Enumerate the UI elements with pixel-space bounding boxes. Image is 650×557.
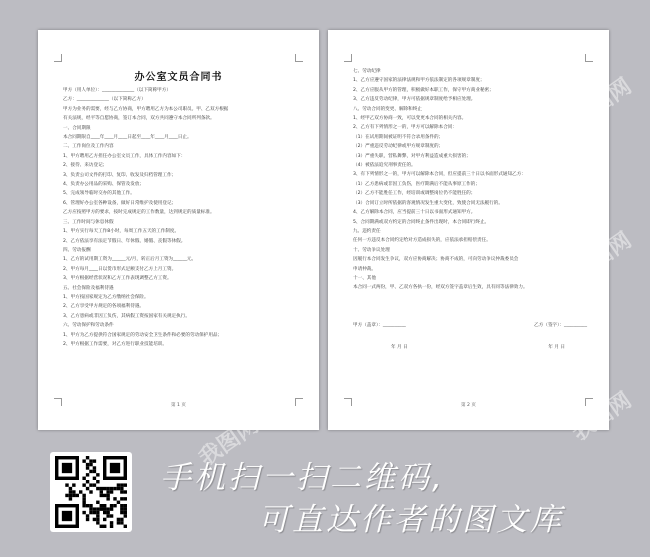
crop-mark [295,54,303,62]
text-line: 2、乙方享受甲方规定的各项福利待遇。 [63,304,145,310]
text-line: 1、乙方的试用期工资为______元/月，转正后月工资为______元。 [63,257,197,263]
qr-module [96,501,99,504]
qr-module [82,483,85,486]
watermark: 我图网 [567,387,637,447]
qr-module [82,504,85,507]
qr-module [110,525,113,528]
qr-module [93,466,96,469]
watermark: 我图网 [194,412,264,472]
qr-module [96,473,99,476]
party-b-date: 年 月 日 [548,345,565,350]
qr-module [120,487,123,490]
qr-module [117,501,120,504]
text-line: 六、劳动保护和劳动条件 [63,323,114,329]
qr-module [69,497,72,500]
text-line: （2）严重违反劳动纪律或甲方规章制度的； [353,144,444,150]
text-line: （1）乙方患病或非因工负伤，医疗期满后不能从事原工作的； [353,181,480,187]
qr-module [120,497,123,500]
text-line: 甲方为业务的需要，经与乙方协商，甲方聘用乙方为本公司职员。甲、乙双方根据 [63,106,229,112]
qr-module [62,511,72,521]
qr-module [110,507,113,510]
qr-module [103,487,106,490]
qr-module [65,494,68,497]
qr-module [113,504,116,507]
text-line: 2、甲方每月____日以货币形式足额支付乙方上月工资。 [63,266,177,272]
qr-module [113,497,116,500]
qr-module [100,507,103,510]
qr-module [106,514,109,517]
qr-module [69,494,72,497]
text-line: 3、负责公司文件的打印、复印、收发及归档管理工作； [63,172,177,178]
text-line: 2、甲方根据工作需要，对乙方进行职业技能培训。 [63,341,167,347]
qr-module [86,487,89,490]
qr-module [110,463,120,473]
text-line: 3、乙方违反劳动纪律，甲方可依据规章制度给予相应处理。 [353,97,476,103]
qr-module [82,497,85,500]
qr-module [86,456,89,459]
text-line: 十一、其他 [353,275,376,281]
signature-row [353,322,587,328]
qr-module [93,477,96,480]
text-line: 三、工作时间与休息休假 [63,219,114,225]
qr-module [120,504,123,507]
qr-module [89,463,92,466]
qr-module [124,504,127,507]
qr-module [110,487,113,490]
text-line: 一、合同期限 [63,125,91,131]
text-line: 十、劳动争议处理 [353,247,390,253]
qr-module [86,480,89,483]
text-line: 5、完成领导临时交办的其他工作。 [63,191,135,197]
page-2-body [353,67,587,293]
qr-module [124,497,127,500]
qr-module [113,487,116,490]
contract-page-1 [38,30,319,430]
qr-module [72,483,75,486]
qr-module [103,507,106,510]
qr-module [124,483,127,486]
text-line: （3）合同订立时所依据的客观情况发生重大变化，致使合同无法履行的。 [353,200,503,206]
qr-module [96,521,99,524]
qr-module [100,504,103,507]
qr-module [89,490,92,493]
qr-module [86,514,89,517]
crop-mark [344,54,352,62]
contract-page-2 [328,30,609,430]
text-line: 乙方：______________（以下简称乙方） [63,97,146,103]
text-line: 1、乙方应遵守国家的法律法规和甲方依法制定的各项规章制度； [353,78,485,84]
qr-module [120,490,123,493]
qr-module [96,511,99,514]
qr-module [86,473,89,476]
qr-module [100,494,103,497]
qr-module [89,504,92,507]
qr-module [106,487,109,490]
text-line: 任何一方违反本合同约定给对方造成损失的，应依法承担赔偿责任。 [353,238,491,244]
qr-module [93,470,96,473]
qr-module [82,511,85,514]
qr-module [72,490,75,493]
text-line: 1、甲方聘用乙方担任办公室文员工作，具体工作内容如下： [63,153,186,159]
qr-module [96,507,99,510]
text-line: 5、合同期满或双方约定的合同终止条件出现时，本合同即行终止。 [353,219,490,225]
qr-module [76,494,79,497]
qr-module [86,518,89,521]
qr-module [103,518,106,521]
party-a-date: 年 月 日 [391,345,408,350]
qr-module [96,480,99,483]
qr-module [103,504,106,507]
qr-module [100,525,103,528]
qr-module [103,494,106,497]
text-line: 3、乙方患病或非因工负伤，其病假工资按国家有关规定执行。 [63,313,190,319]
qr-module [100,490,103,493]
qr-module [89,507,92,510]
crop-mark [54,54,62,62]
qr-module [82,459,85,462]
qr-module [86,504,89,507]
qr-module [96,487,99,490]
crop-mark [585,54,593,62]
qr-module [82,477,85,480]
qr-module [79,490,82,493]
text-line: 二、工作岗位及工作内容 [63,144,114,150]
text-line: 3、有下列情形之一的，甲方可以解除本合同，但应提前三十日以书面形式通知乙方： [353,172,526,178]
text-line: 甲方（用人单位）：______________（以下简称甲方） [63,88,171,93]
qr-module [89,483,92,486]
text-line: 4、负责办公用品的采购、保管及发放； [63,182,145,188]
qr-module [96,518,99,521]
qr-module [89,470,92,473]
qr-module [106,497,109,500]
qr-module [93,483,96,486]
text-line: 乙方应按照甲方的要求，按时完成规定的工作数量，达到规定的质量标准。 [63,210,215,216]
text-line: 九、违约责任 [353,228,381,234]
promo-line-2: 可直达作者的图文库 [258,502,564,538]
text-line: 1、甲方按国家规定为乙方缴纳社会保险。 [63,294,149,300]
text-line: 八、劳动合同的变更、解除和终止 [353,106,422,112]
page-number: 第 2 页 [460,403,477,408]
qr-module [124,507,127,510]
party-a-signature: 甲方（盖章）：__________ [353,323,406,328]
text-line: 2、乙方依法享有法定节假日、年休假、婚假、丧假等休假。 [63,238,186,244]
text-line: 2、乙方有下列情形之一的，甲方可以解除本合同： [353,125,457,131]
qr-module [62,463,72,473]
text-line: 四、劳动报酬 [63,247,91,253]
qr-module [124,511,127,514]
text-line: 1、甲方实行每天工作8小时，每周工作五天的工作制度。 [63,229,180,235]
text-line: 申请仲裁。 [353,266,376,272]
qr-module [120,521,123,524]
qr-module [93,459,96,462]
qr-module [86,466,89,469]
text-line: 本合同一式两份，甲、乙双方各执一份，经双方签字盖章后生效，具有同等法律效力。 [353,285,528,291]
text-line: 6、管理好办公室各种设备，做好日常维护及使用登记； [63,200,177,206]
qr-module [89,459,92,462]
qr-module [82,494,85,497]
text-line: 2、乙方应服从甲方的管理，积极做好本职工作，保守甲方商业秘密； [353,87,494,93]
page-1-body [63,86,297,349]
qr-module [69,487,72,490]
qr-module [117,487,120,490]
text-line: 五、社会保险及福利待遇 [63,285,114,291]
qr-module [124,514,127,517]
text-line: 七、劳动纪律 [353,69,381,74]
text-line: 2、接待、来访登记； [63,163,108,169]
qr-module [106,507,109,510]
qr-module [93,507,96,510]
qr-module [100,487,103,490]
text-line: 因履行本合同发生争议，双方应协商解决；协商不成的，可向劳动争议仲裁委员会 [353,257,519,263]
text-line: （4）被依法追究刑事责任的。 [353,163,416,169]
watermark: 我图网 [567,73,637,133]
qr-module [89,511,92,514]
party-b-signature: 乙方（签字）：__________ [534,323,587,328]
qr-module [117,518,120,521]
qr-module [72,494,75,497]
document-title: 办公室文员合同书 [134,72,223,83]
qr-module [93,511,96,514]
qr-module [124,490,127,493]
qr-code[interactable] [50,452,132,532]
qr-module [69,490,72,493]
qr-module [65,483,68,486]
text-line: 1、经甲乙双方协商一致，可以变更本合同的相关内容。 [353,116,467,122]
qr-module [110,490,113,493]
qr-module [106,511,109,514]
qr-module [110,521,113,524]
text-line: 本合同期限自____年____月____日起至____年____月____日止。 [63,135,192,141]
text-line: （1）在试用期间被证明不符合录用条件的； [353,134,444,140]
qr-module [110,514,113,517]
text-line: 有关法规，经平等自愿协商，签订本合同，双方共同遵守本合同所列条款。 [63,116,215,122]
promo-line-1: 手机扫一扫二维码, [160,460,445,496]
qr-module [120,518,123,521]
watermark: 我图网 [567,227,637,287]
qr-module [120,483,123,486]
qr-module [106,490,109,493]
text-line: 1、甲方为乙方提供符合国家规定的劳动安全卫生条件和必要的劳动保护用品； [63,332,223,338]
qr-module [120,507,123,510]
qr-module [117,521,120,524]
qr-module [106,494,109,497]
page-number: 第 1 页 [170,403,187,408]
qr-module [117,483,120,486]
qr-module [93,518,96,521]
qr-module [120,511,123,514]
qr-module [124,525,127,528]
qr-module [96,514,99,517]
qr-module [82,501,85,504]
qr-module [103,525,106,528]
qr-module [103,511,106,514]
text-line: （2）乙方不能胜任工作，经培训或调整岗位仍不能胜任的； [353,191,476,197]
qr-code-icon [54,456,128,528]
text-line: （3）严重失职，营私舞弊，对甲方利益造成重大损害的； [353,153,471,159]
text-line: 3、甲方根据经营状况和乙方工作表现调整乙方工资。 [63,276,172,282]
text-line: 4、乙方解除本合同，应当提前三十日以书面形式通知甲方。 [353,210,476,216]
date-row [353,344,587,350]
qr-module [86,463,89,466]
qr-module [110,504,113,507]
